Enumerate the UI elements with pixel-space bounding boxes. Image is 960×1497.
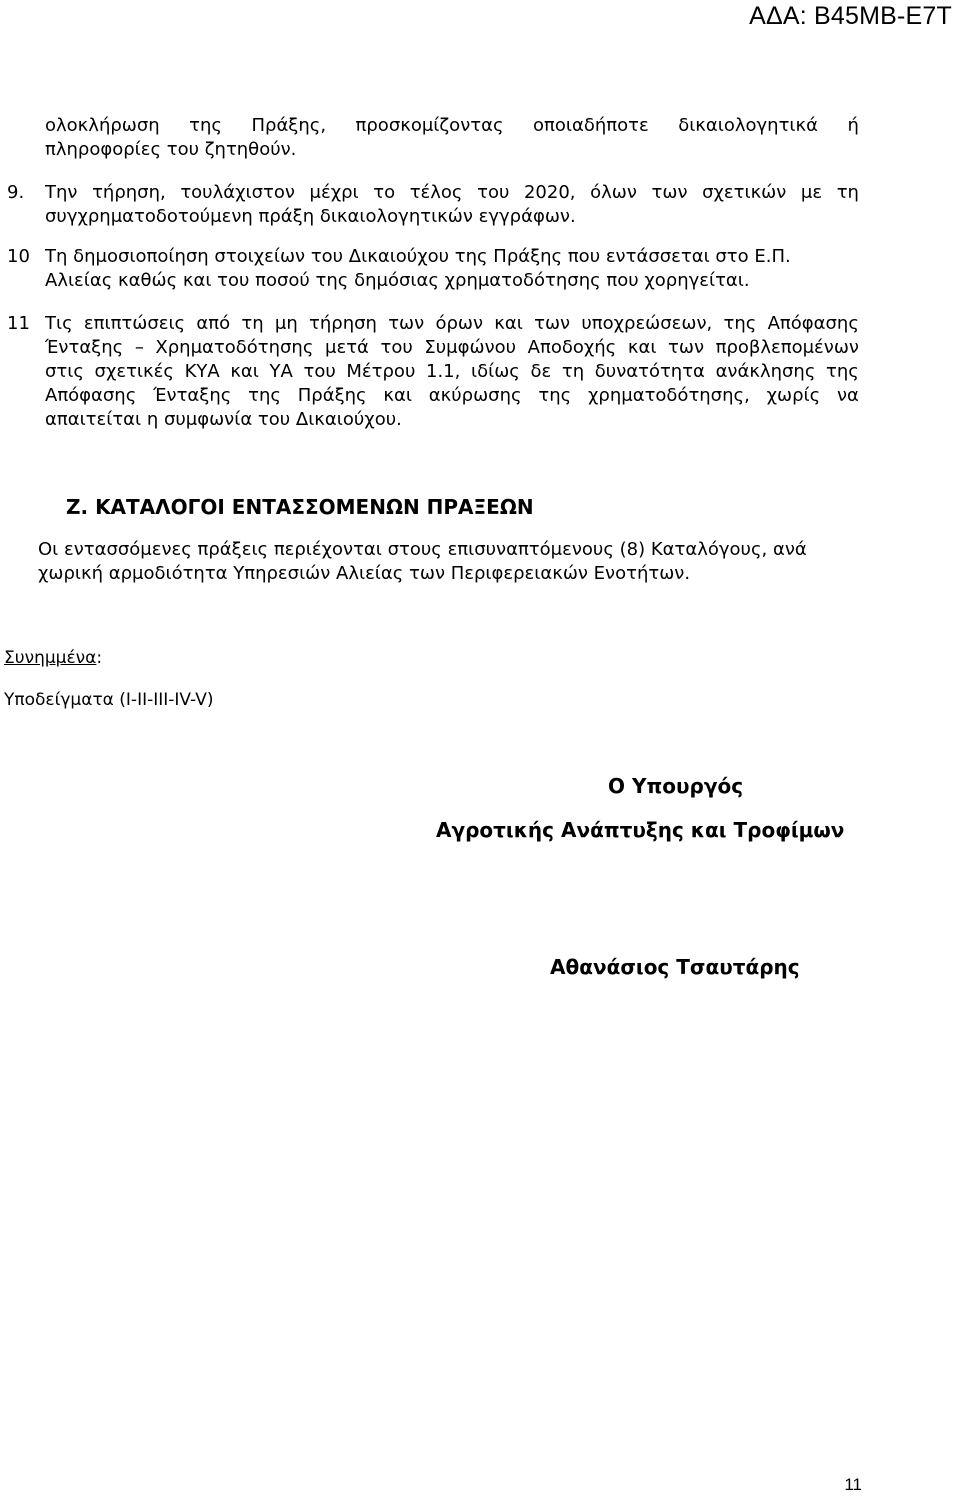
word: προσκομίζοντας: [355, 115, 504, 136]
word: Ένταξης: [45, 337, 124, 358]
word: δε: [530, 361, 552, 382]
item-11-line-2: [45, 336, 859, 360]
word: οποιαδήποτε: [533, 115, 649, 136]
word: Την: [45, 182, 78, 203]
word: Απόφασης: [45, 385, 137, 406]
continuation-line-2: πληροφορίες του ζητηθούν.: [45, 139, 297, 160]
word: ΥΑ: [269, 361, 293, 382]
word: των: [651, 182, 688, 203]
word: της: [723, 313, 757, 334]
word: ιδίως: [471, 361, 520, 382]
word: των: [668, 337, 704, 358]
word: από: [196, 313, 231, 334]
word: δικαιολογητικά: [678, 115, 818, 136]
signature-title: Ο Υπουργός: [608, 774, 744, 798]
section-z-line-2: χωρική αρμοδιότητα Υπηρεσιών Αλιείας των Περιφερειακών Ενοτήτων.: [38, 563, 691, 584]
word: ανάκλησης: [715, 361, 816, 382]
signature-name: Αθανάσιος Τσαυτάρης: [550, 955, 800, 979]
word: Χρηματοδότησης: [155, 337, 314, 358]
word: της: [826, 361, 859, 382]
word: Τις: [45, 313, 73, 334]
item-11-line-3: [45, 360, 859, 384]
item-9-line-1: [45, 181, 859, 205]
word: της: [189, 115, 222, 136]
attachments-label-text: Συνημμένα: [4, 648, 97, 668]
word: και: [383, 385, 412, 406]
item-11-line-5: απαιτείται η συμφωνία του Δικαιούχου.: [45, 409, 402, 430]
word: Πράξης: [297, 385, 367, 406]
word: χρηματοδότησης,: [588, 385, 750, 406]
item-11-number: 11: [7, 313, 30, 334]
item-9-number: 9.: [7, 182, 25, 203]
word: του: [303, 361, 336, 382]
word: ΚΥΑ: [184, 361, 220, 382]
word: στις: [45, 361, 84, 382]
word: χωρίς: [766, 385, 821, 406]
word: τη: [561, 361, 585, 382]
word: 1.1,: [426, 361, 461, 382]
word: και: [230, 361, 259, 382]
word: ή: [847, 115, 859, 136]
word: της: [538, 385, 572, 406]
word: –: [134, 337, 144, 358]
word: τήρηση: [309, 313, 377, 334]
word: τη: [836, 182, 859, 203]
attachments-label-colon: :: [96, 648, 103, 668]
word: των: [388, 313, 425, 334]
page-number: 11: [844, 1475, 862, 1494]
word: με: [800, 182, 823, 203]
item-10-line-2: Αλιείας καθώς και του ποσού της δημόσιας χρηματοδότησης που χορηγείται.: [45, 270, 750, 291]
word: υποχρεώσεων,: [581, 313, 713, 334]
word: τη: [241, 313, 264, 334]
attachments-label: [4, 647, 102, 669]
word: μετά: [325, 337, 369, 358]
word: όρων: [435, 313, 484, 334]
word: 2020,: [523, 182, 576, 203]
word: και: [494, 313, 523, 334]
word: των: [534, 313, 571, 334]
word: Πράξης,: [251, 115, 327, 136]
word: μέχρι: [309, 182, 359, 203]
item-11-line-4: [45, 384, 859, 408]
word: και: [627, 337, 657, 358]
attachments-list: Υποδείγματα (Ι-ΙΙ-ΙΙΙ-ΙV-V): [4, 690, 214, 710]
item-10-line-1: Τη δημοσιοποίηση στοιχείων του Δικαιούχου της Πράξης που εντάσσεται στο Ε.Π.: [45, 246, 791, 267]
word: προβλεπομένων: [715, 337, 859, 358]
word: του: [380, 337, 413, 358]
word: τουλάχιστον: [180, 182, 295, 203]
word: ολοκλήρωση: [45, 115, 160, 136]
word: τήρηση,: [92, 182, 166, 203]
word: σχετικές: [94, 361, 174, 382]
section-z-heading: Ζ. ΚΑΤΑΛΟΓΟΙ ΕΝΤΑΣΣΟΜΕΝΩΝ ΠΡΑΞΕΩΝ: [66, 495, 534, 519]
word: της: [248, 385, 281, 406]
word: επιπτώσεις: [83, 313, 186, 334]
continuation-line-1: [45, 114, 859, 138]
word: δυνατότητα: [594, 361, 705, 382]
item-10-number: 10: [7, 246, 30, 267]
word: σχετικών: [702, 182, 787, 203]
item-9-line-2: συγχρηματοδοτούμενη πράξη δικαιολογητικών εγγράφων.: [45, 206, 576, 227]
item-11-line-1: [45, 312, 859, 336]
word: Μέτρου: [346, 361, 416, 382]
signature-ministry: Αγροτικής Ανάπτυξης και Τροφίμων: [436, 818, 845, 842]
word: Ένταξης: [153, 385, 232, 406]
word: όλων: [590, 182, 637, 203]
ada-code: ΑΔΑ: Β45ΜΒ-Ε7Τ: [749, 2, 952, 30]
word: Απόφασης: [767, 313, 859, 334]
word: Αποδοχής: [527, 337, 617, 358]
word: ακύρωσης: [428, 385, 522, 406]
word: να: [836, 385, 859, 406]
word: του: [477, 182, 510, 203]
word: τέλος: [409, 182, 463, 203]
word: Συμφώνου: [424, 337, 517, 358]
section-z-line-1: Οι εντασσόμενες πράξεις περιέχονται στους επισυναπτόμενους (8) Καταλόγους, ανά: [38, 539, 807, 560]
word: το: [373, 182, 396, 203]
word: μη: [274, 313, 298, 334]
